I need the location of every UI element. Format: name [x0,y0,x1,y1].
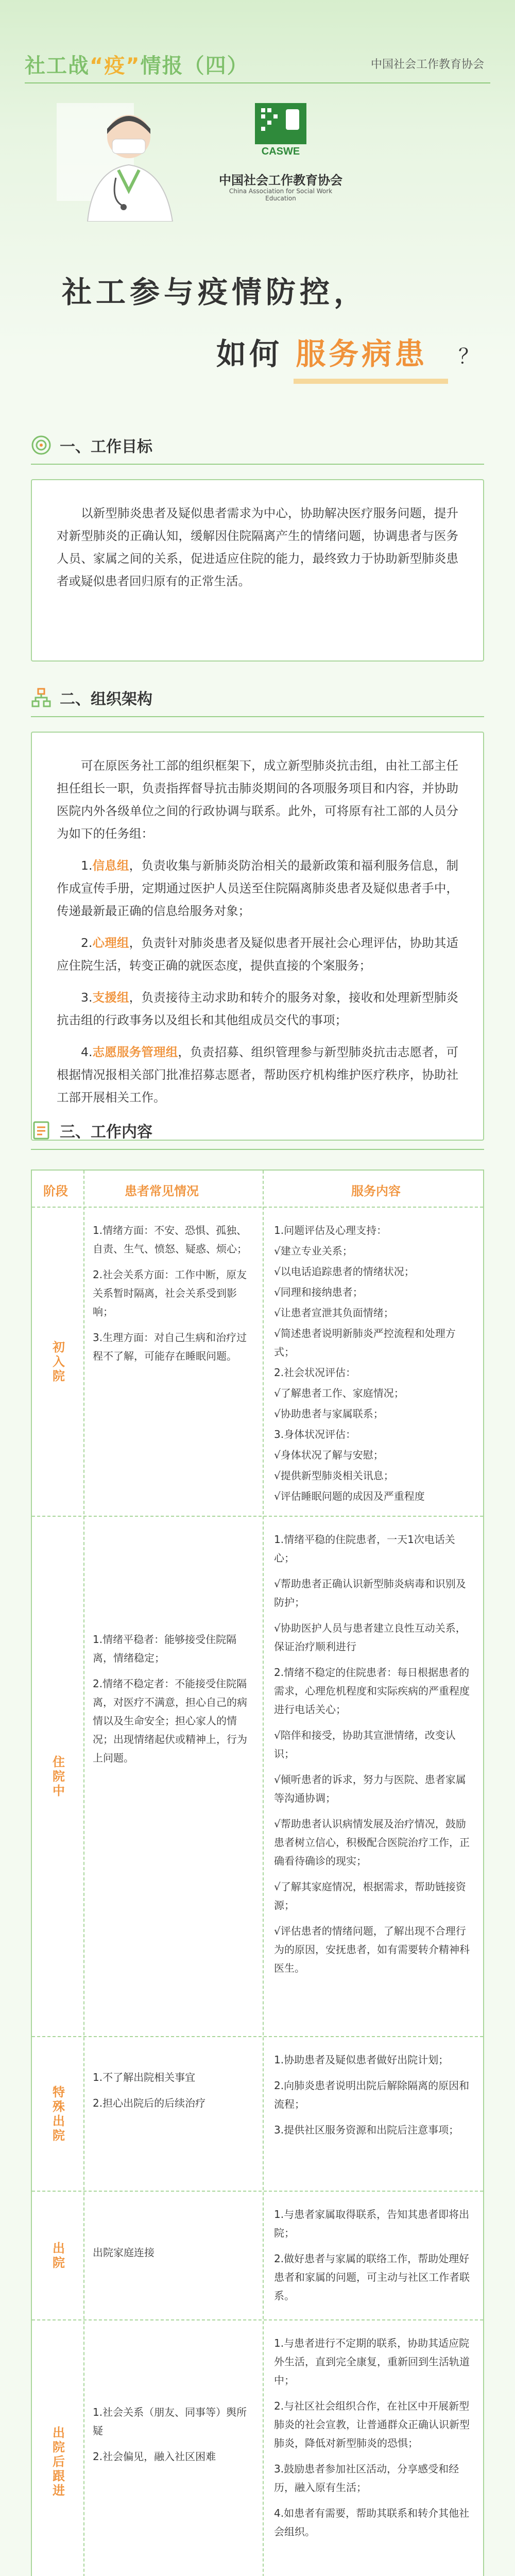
service-item: √同理和接纳患者； [274,1286,363,1298]
row-services [274,2205,471,2312]
row-situations [93,1630,247,1774]
org-intro: 可在原医务社工部的组织框架下，成立新型肺炎抗击组，由社工部主任担任组长一职，负责指挥督导抗击肺炎期间的各项服务项目和内容，并协助医院内外各级单位之间的行政协调与联系。此外，可将原有社工部的人员分为如下的任务组： [57,758,458,841]
org-item-text: ，负责收集与新肺炎防治相关的最新政策和福利服务信息，制作成宣传手册，定期通过医护人员送至住院隔离肺炎患者及疑似患者手中，传递最新最正确的信息给服务对象； [57,858,459,918]
service-item: √帮助患者正确认识新型肺炎病毒和识别及防护； [274,1578,466,1608]
logo-cn-name: 中国社会工作教育协会 [219,173,342,188]
caswe-logo-icon [234,103,327,165]
org-item-3 [57,986,458,1031]
table-header-stage: 阶段 [43,1184,68,1198]
service-item: √了解其家庭情况，根据需求，帮助链接资源； [274,1880,466,1911]
series-prefix: 社工战 [25,54,90,78]
service-item: 1.与患者家属取得联系，告知其患者即将出院； [274,2208,470,2239]
row-services [274,2050,471,2146]
org-body [32,733,483,1140]
series-suffix: 情报（四） [140,54,249,78]
org-item-name: 支援组 [92,990,129,1005]
table-row [32,1516,483,2037]
series-title [25,49,249,79]
org-item-num: 1. [81,858,93,873]
service-item: √以电话追踪患者的情绪状况； [274,1265,415,1278]
title-prefix: 如何 [216,336,283,371]
logo-letters: CASWE [261,146,300,157]
org-structure-icon [31,687,52,708]
service-item: √评估睡眠问题的成因及严重程度 [274,1490,425,1502]
target-icon [31,435,52,455]
service-item: 2.向肺炎患者说明出院后解除隔离的原因和流程； [274,2079,470,2110]
situation-item: 1.情绪方面：不安、恐惧、孤独、自责、生气、愤怒、疑惑、烦心； [93,1224,247,1255]
org-item-num: 2. [81,936,93,950]
series-quote: “疫” [90,54,141,78]
header-org-name: 中国社会工作教育协会 [370,58,484,71]
main-title-line1: 社工参与疫情防控， [62,275,368,310]
service-item: 3.身体状况评估： [274,1428,356,1440]
main-title-line2 [216,330,427,373]
org-item-2 [57,931,458,977]
row-stage: 特殊出院 [50,2086,65,2143]
service-item: 2.与社区社会组织合作，在社区中开展新型肺炎的社会宣教，让普通群众正确认识新型肺炎，降低对新型肺炎的恐惧； [274,2400,470,2449]
service-item: √协助患者与家属联系； [274,1408,384,1420]
service-item: 3.鼓励患者参加社区活动，分享感受和经历，融入原有生活； [274,2463,459,2494]
service-item: √让患者宣泄其负面情绪； [274,1307,394,1319]
service-item: √简述患者说明新肺炎严控流程和处理方式； [274,1327,456,1358]
goal-card [31,479,484,662]
service-item: √倾听患者的诉求，努力与医院、患者家属等沟通协调； [274,1773,466,1804]
row-situations [93,1221,247,1372]
row-stage: 住院中 [50,1755,65,1799]
row-services [274,2334,471,2548]
table-header-service: 服务内容 [351,1184,401,1198]
situation-item: 2.担心出院后的后续治疗 [93,2097,206,2109]
service-item: √帮助患者认识病情发展及治疗情况，鼓励患者树立信心，积极配合医院治疗工作，正确看待确诊的现实； [274,1818,470,1867]
org-item-name: 心理组 [92,936,129,950]
service-item: √了解患者工作、家庭情况； [274,1387,404,1399]
situation-item: 1.不了解出院相关事宜 [93,2071,196,2083]
row-situations [93,2403,247,2473]
row-situations [93,2068,247,2120]
org-item-name: 志愿服务管理组 [92,1045,178,1059]
org-item-text: ，负责接待主动求助和转介的服务对象，接收和处理新型肺炎抗击组的行政事务以及组长和其他组成员交代的事项； [57,990,459,1027]
row-stage: 出院后跟进 [50,2426,65,2498]
org-item-text: ，负责招募、组织管理参与新型肺炎抗击志愿者，可根据情况报相关部门批准招募志愿者，帮助医疗机构维护医疗秩序，协助社工部开展相关工作。 [57,1045,459,1105]
service-item: 3.提供社区服务资源和出院后注意事项； [274,2124,459,2136]
service-item: 2.做好患者与家属的联络工作，帮助处理好患者和家属的问题，可主动与社区工作者联系。 [274,2252,470,2302]
org-item-4 [57,1041,458,1109]
section-content-title: 三、工作内容 [60,1123,152,1141]
title-highlight: 服务病患 [296,336,428,371]
section-goal-heading [31,433,152,457]
row-services [274,1530,471,1985]
org-item-num: 3. [81,990,93,1005]
section-divider [31,1149,484,1150]
row-services [274,1221,471,1507]
situation-item: 2.情绪不稳定者：不能接受住院隔离，对医疗不满意，担心自己的病情以及生命安全；担心家人的情况；出现情绪起伏或精神上，行为上问题。 [93,1677,247,1764]
service-item: 2.情绪不稳定的住院患者：每日根据患者的需求，心理危机程度和实际疾病的严重程度进行电话关心； [274,1666,470,1716]
situation-item: 2.社会偏见，融入社区困难 [93,2450,216,2463]
logo-en-name: China Association for Social Work Education [229,188,333,202]
org-item-num: 4. [81,1045,93,1059]
service-item: 1.情绪平稳的住院患者，一天1次电话关心； [274,1533,455,1564]
row-situations [93,2243,247,2269]
service-item: 1.与患者进行不定期的联系，协助其适应院外生活，直到完全康复，重新回到生活轨道中； [274,2337,470,2386]
table-row [32,1207,483,1517]
table-header-situation: 患者常见情况 [125,1184,199,1198]
section-goal-title: 一、工作目标 [60,438,152,456]
service-item: 2.社会状况评估： [274,1366,356,1379]
title-question-mark: ？ [458,345,479,368]
situation-item: 出院家庭连接 [93,2246,154,2259]
situation-item: 1.社会关系（朋友、同事等）舆所疑 [93,2406,247,2437]
service-item: 1.问题评估及心理支持： [274,1224,387,1236]
table-row [32,2319,483,2576]
org-card [31,732,484,1141]
service-item: 1.协助患者及疑似患者做好出院计划； [274,2054,449,2066]
section-content-heading [31,1118,152,1143]
service-item: √评估患者的情绪问题，了解出现不合理行为的原因，安抚患者，如有需要转介精神科医生。 [274,1925,470,1974]
section-org-heading [31,685,152,710]
row-stage: 出院 [50,2242,65,2270]
section-org-title: 二、组织架构 [60,690,152,708]
goal-text: 以新型肺炎患者及疑似患者需求为中心，协助解决医疗服务问题，提升对新型肺炎的正确认知，缓解因住院隔离产生的情绪问题，协调患者与医务人员、家属之间的关系，促进适应住院的能力，最终致力于协助新型肺炎患者或疑似患者回归原有的正常生活。 [57,506,458,588]
service-item: √身体状况了解与安慰； [274,1449,384,1461]
section-divider [31,716,484,717]
service-item: 4.如患者有需要，帮助其联系和转介其他社会组织。 [274,2507,470,2538]
org-item-1 [57,854,458,922]
header-divider [25,82,490,83]
service-item: √陪伴和接受，协助其宣泄情绪，改变认识； [274,1729,456,1760]
org-item-text: ，负责针对肺炎患者及疑似患者开展社会心理评估，协助其适应住院生活，转变正确的就医态度，提供直接的个案服务； [57,936,459,973]
table-row [32,2036,483,2192]
service-item: √提供新型肺炎相关讯息； [274,1469,394,1482]
checklist-icon [31,1120,52,1141]
doctor-illustration-icon [21,88,191,222]
table-row [32,2191,483,2320]
section-divider [31,464,484,465]
row-stage: 初入院 [50,1341,65,1384]
situation-item: 3.生理方面：对自己生病和治疗过程不了解，可能存在睡眠问题。 [93,1331,247,1362]
work-content-table [31,1170,484,2576]
org-item-name: 信息组 [92,858,129,873]
org-logo [234,103,327,167]
service-item: √建立专业关系； [274,1245,353,1257]
situation-item: 2.社会关系方面：工作中断，原友关系暂时隔离，社会关系受到影响； [93,1268,247,1318]
situation-item: 1.情绪平稳者：能够接受住院隔离，情绪稳定； [93,1633,237,1664]
service-item: √协助医护人员与患者建立良性互动关系，保证治疗顺利进行 [274,1622,466,1653]
title-highlight-underline [294,379,448,384]
